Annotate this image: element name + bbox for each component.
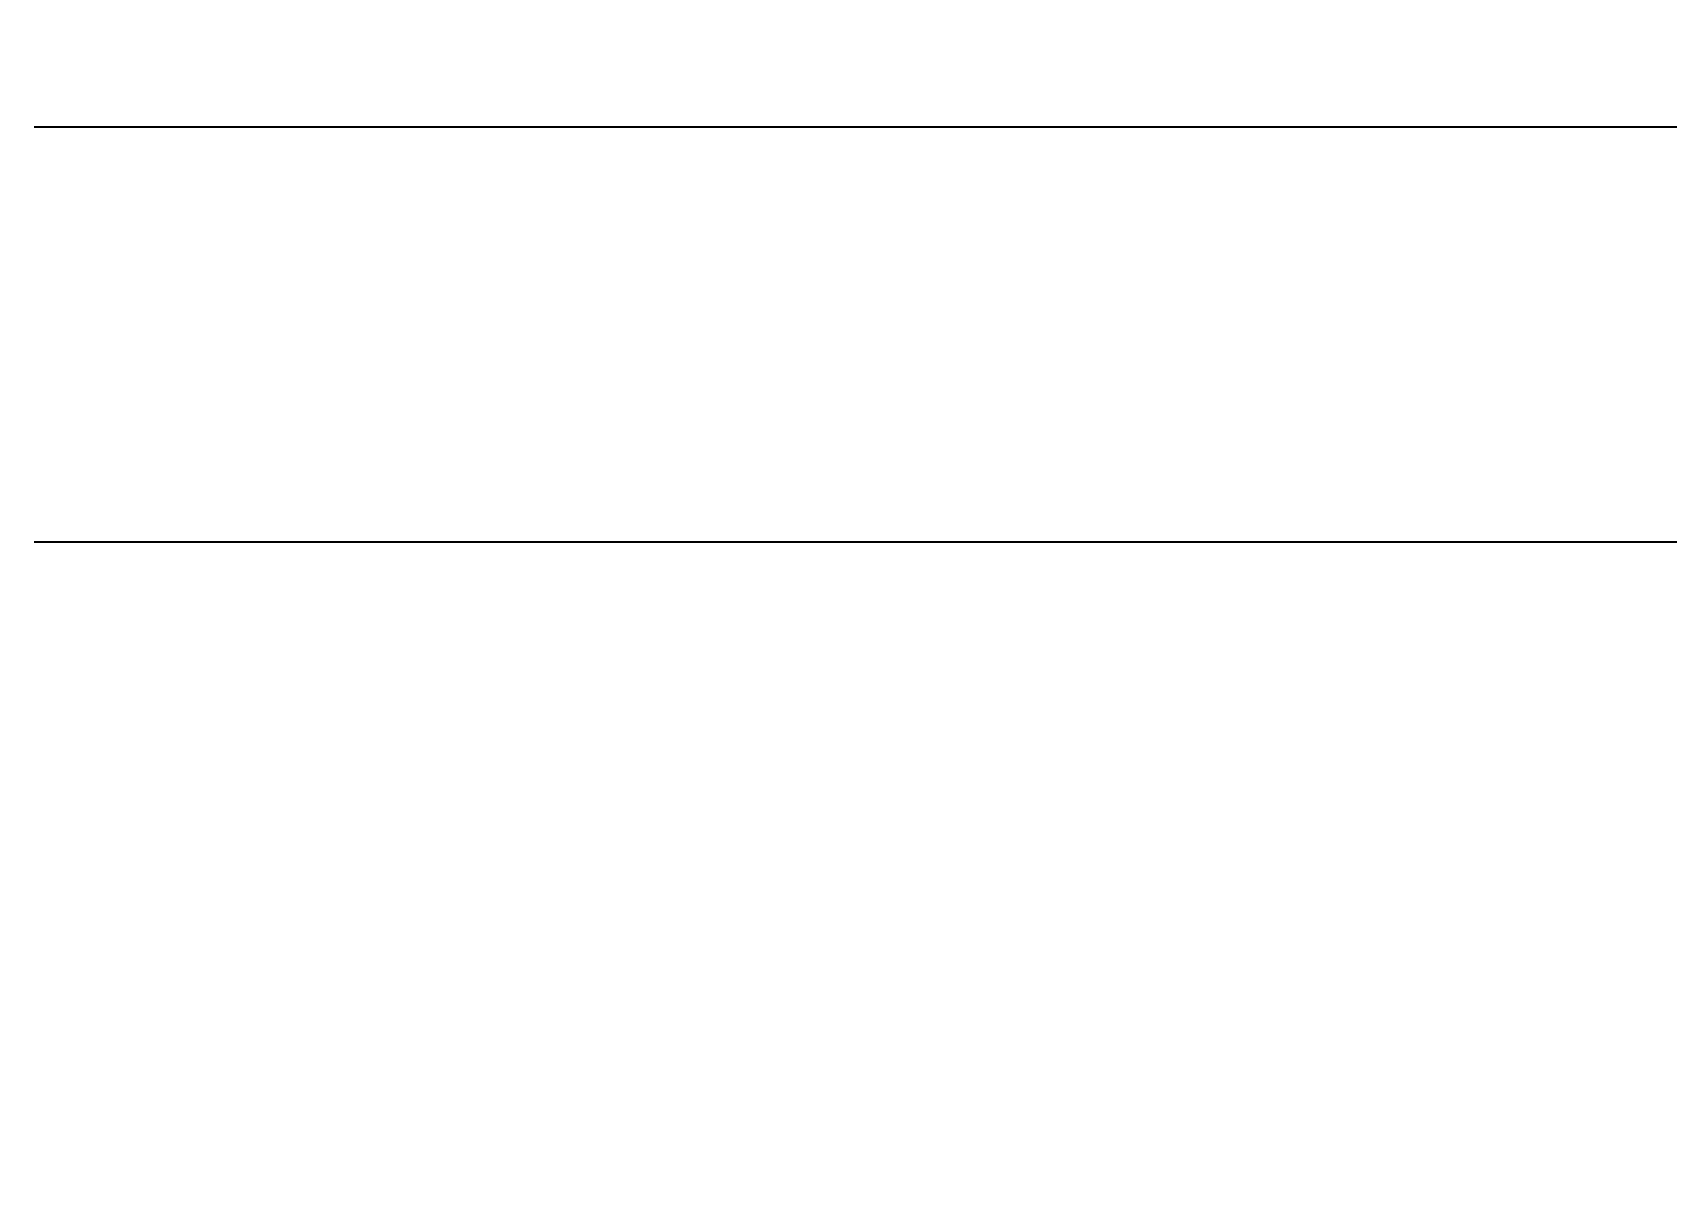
results-table-grades [34, 126, 1677, 128]
results-table-events [34, 541, 1677, 543]
